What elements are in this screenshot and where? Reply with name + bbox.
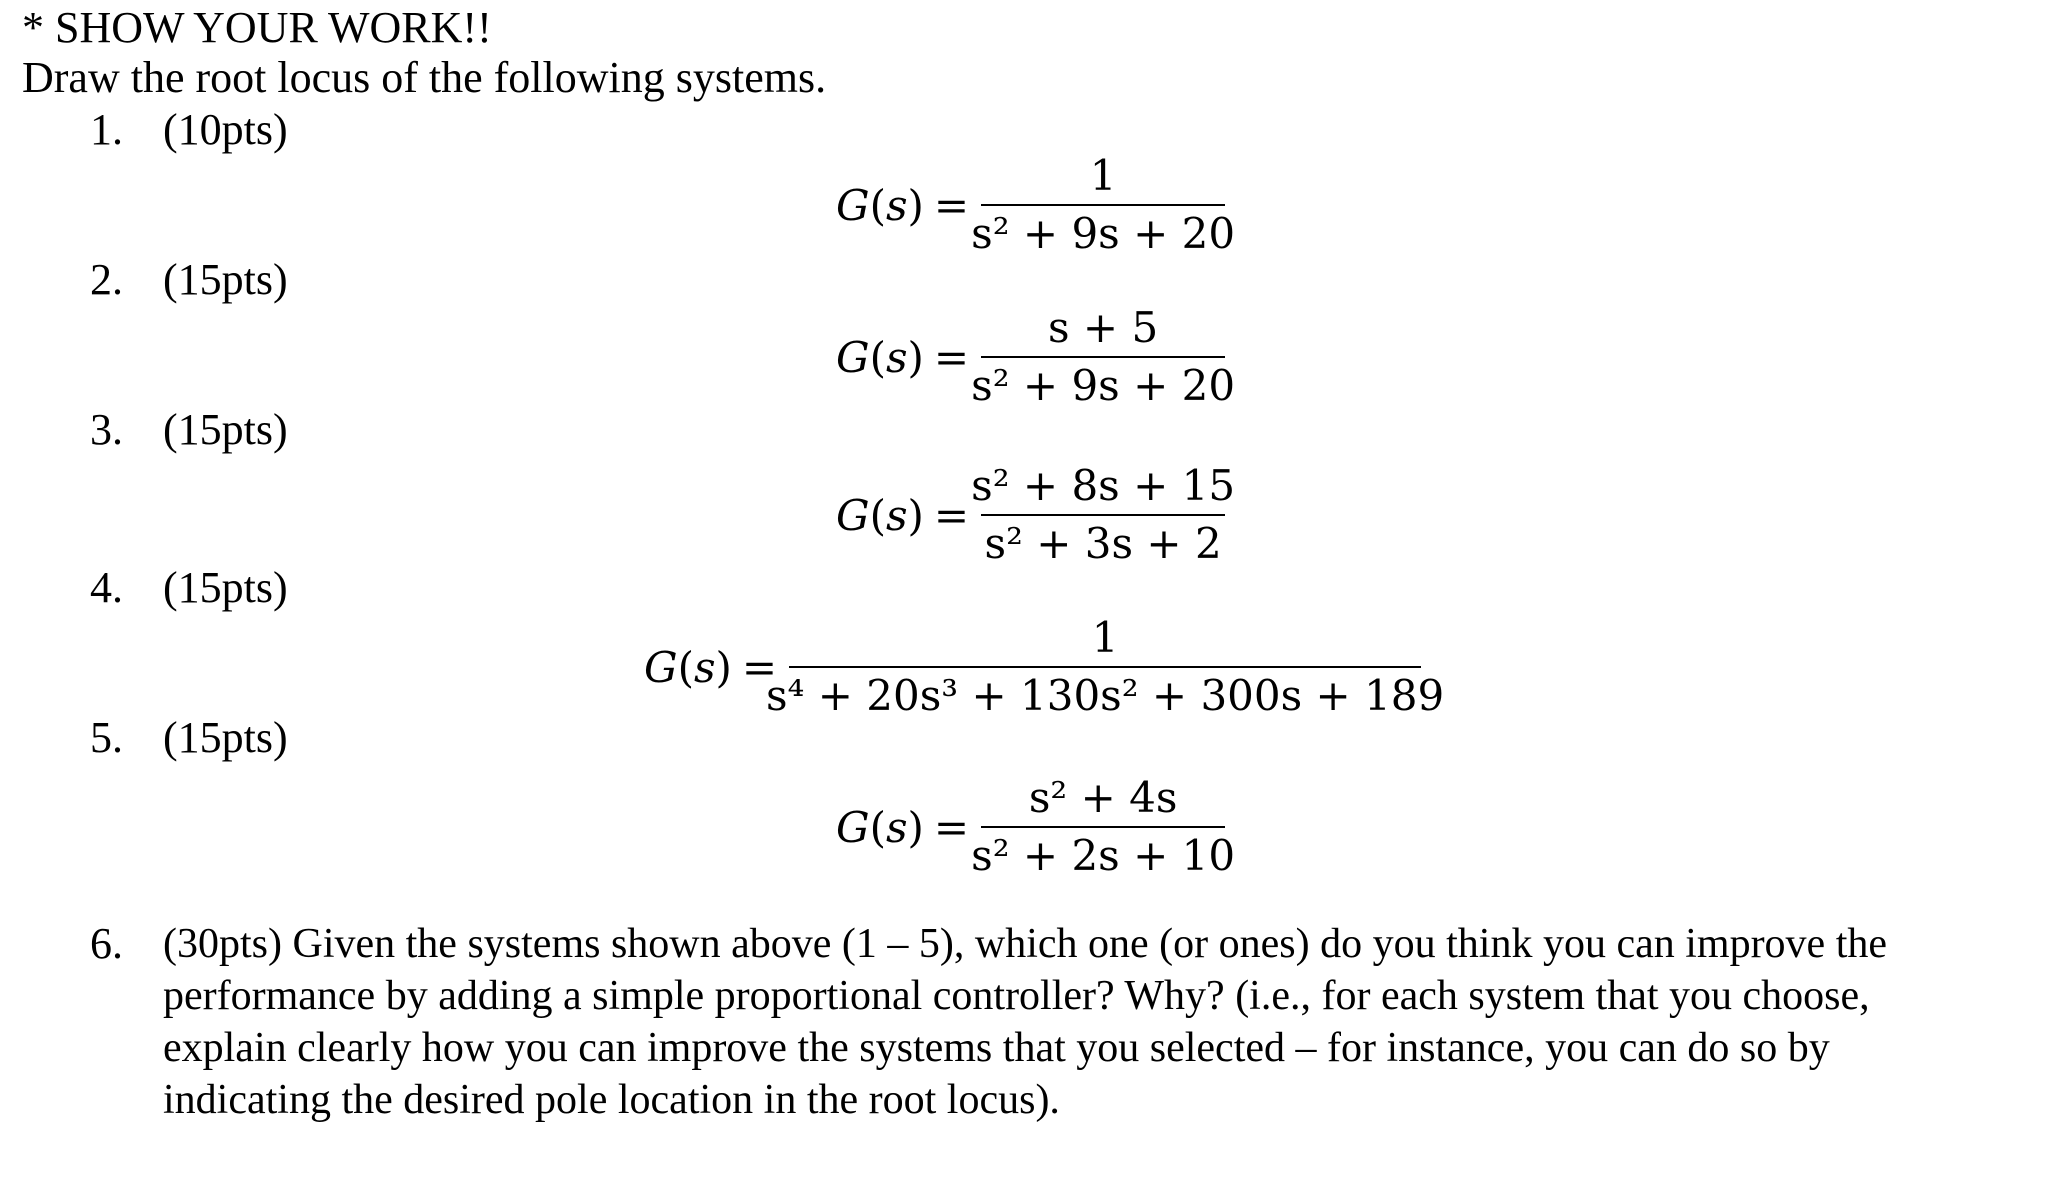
equation-3-fraction — [971, 458, 1236, 572]
equation-1-lhs: G(s) — [836, 180, 924, 230]
equation-5-numerator: s² + 4s — [1028, 773, 1178, 822]
equation-1-fraction — [971, 148, 1236, 262]
question-6-text: (30pts) Given the systems shown above (1 – 5), which one (or ones) do you think you can improve the performance by adding a simple proportional controller? Why? (i.e., for each system that you choose, explain clearly how you can improve the systems that you selected – for instance, you can do so by indicating the desired pole location in the root locus). — [163, 921, 1888, 1123]
equation-5 — [836, 770, 1236, 884]
equation-3-lhs: G(s) — [836, 490, 924, 540]
item-5-number: 5. — [90, 713, 123, 762]
equation-1-denominator: s² + 9s + 20 — [971, 209, 1236, 258]
question-6-number: 6. — [90, 919, 123, 968]
equals-sign: = — [741, 642, 778, 692]
equation-1-numerator: 1 — [1089, 151, 1117, 200]
equation-2-lhs: G(s) — [836, 332, 924, 382]
equation-5-lhs: G(s) — [836, 802, 924, 852]
equation-2-numerator: s + 5 — [1048, 303, 1159, 352]
item-4-number: 4. — [90, 563, 123, 612]
equation-5-denominator: s² + 2s + 10 — [971, 831, 1236, 880]
show-work-heading: * SHOW YOUR WORK!! — [22, 3, 492, 52]
instruction-text: Draw the root locus of the following systems. — [22, 53, 827, 102]
equation-3-denominator: s² + 3s + 2 — [984, 519, 1222, 568]
item-4-points: (15pts) — [163, 563, 288, 612]
equation-3-numerator: s² + 8s + 15 — [971, 461, 1236, 510]
equation-2 — [836, 300, 1236, 414]
item-1-number: 1. — [90, 105, 123, 154]
equals-sign: = — [933, 490, 970, 540]
item-3-points: (15pts) — [163, 405, 288, 454]
equation-3 — [836, 458, 1236, 572]
equation-2-fraction — [971, 300, 1236, 414]
equation-4 — [644, 610, 1445, 724]
item-2-number: 2. — [90, 255, 123, 304]
equation-4-lhs: G(s) — [644, 642, 732, 692]
equation-4-denominator: s⁴ + 20s³ + 130s² + 300s + 189 — [766, 671, 1445, 720]
equation-4-numerator: 1 — [1091, 613, 1119, 662]
equals-sign: = — [933, 332, 970, 382]
item-3-number: 3. — [90, 405, 123, 454]
equals-sign: = — [933, 802, 970, 852]
item-2-points: (15pts) — [163, 255, 288, 304]
equation-2-denominator: s² + 9s + 20 — [971, 361, 1236, 410]
item-1-points: (10pts) — [163, 105, 288, 154]
equation-1 — [836, 148, 1236, 262]
equation-5-fraction — [971, 770, 1236, 884]
item-5-points: (15pts) — [163, 713, 288, 762]
equals-sign: = — [933, 180, 970, 230]
equation-4-fraction — [766, 610, 1445, 724]
